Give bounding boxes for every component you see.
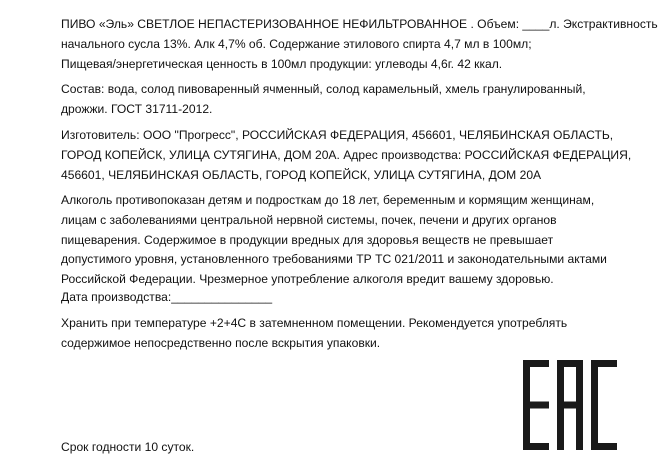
composition-text: Состав: вода, солод пивоваренный ячменный, солод карамельный, хмель гранулированный, дрожжи. ГОСТ 31711-2012. [61,82,586,116]
shelf-life-text: Срок годности 10 суток. [61,440,195,454]
health-warning-text: Алкоголь противопоказан детям и подросткам до 18 лет, беременным и кормящим женщинам, лицам с заболеваниями центральной нервной системы, почек, печени и других органов пищеварения. Содержимое в продукции вредных для здоровья веществ не превышает допустимого уровня, установленного требованиями ТР ТС 021/2011 и законодательными актами Российской Федерации. Чрезмерное употребление алкоголя вредит вашему здоровью. [61,193,607,287]
storage-instructions-text: Хранить при температуре +2+4С в затемненном помещении. Рекомендуется употреблять содержимое непосредственно после вскрытия упаковки. [61,316,568,350]
product-info-text: ПИВО «Эль» СВЕТЛОЕ НЕПАСТЕРИЗОВАННОЕ НЕФИЛЬТРОВАННОЕ . Объем: ____л. Экстрактивность начального сусла 13%. Алк 4,7% об. Содержание этилового спирта 4,7 мл в 100мл; Пищевая/энергетическая ценность в 100мл продукции: углеводы 4,6г. 42 ккал. [61,17,658,71]
production-date-field: Дата производства:_______________ [61,290,273,304]
manufacturer-text: Изготовитель: ООО "Прогресс", РОССИЙСКАЯ ФЕДЕРАЦИЯ, 456601, ЧЕЛЯБИНСКАЯ ОБЛАСТЬ, ГОРОД КОПЕЙСК, УЛИЦА СУТЯГИНА, ДОМ 20А. Адрес производства: РОССИЙСКАЯ ФЕДЕРАЦИЯ, 456601, ЧЕЛЯБИНСКАЯ ОБЛАСТЬ, ГОРОД КОПЕЙСК, УЛИЦА СУТЯГИНА, ДОМ 20А [61,128,632,182]
eac-certification-mark-icon [523,360,617,450]
